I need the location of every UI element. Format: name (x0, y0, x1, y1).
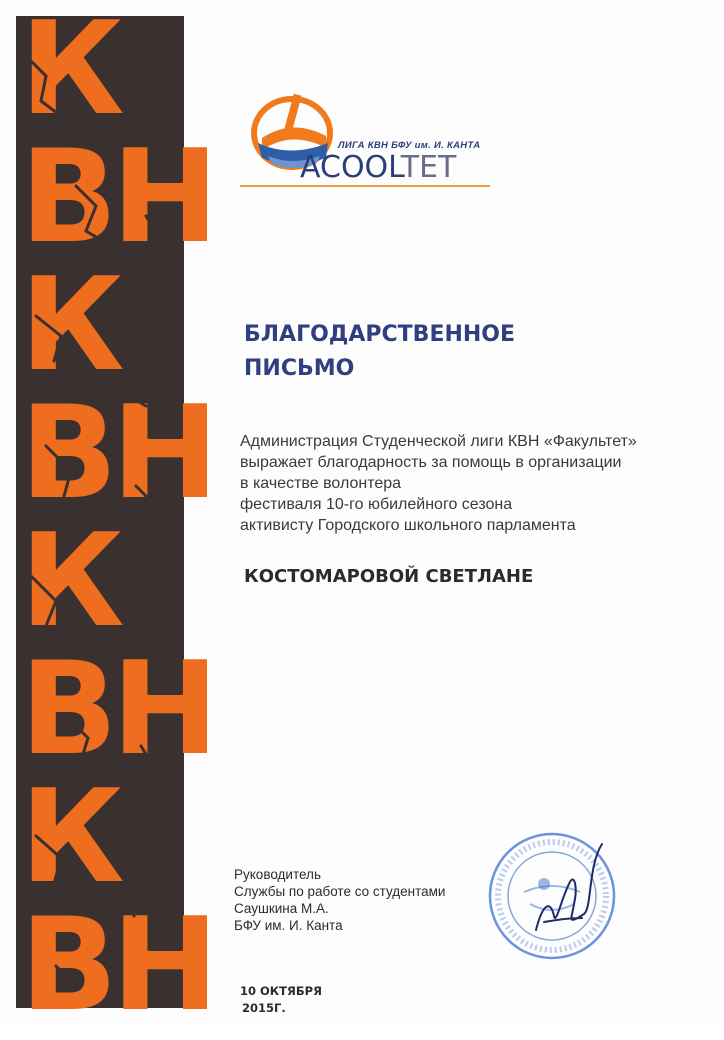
banner-letter: ВН (20, 635, 213, 784)
kvn-banner (16, 0, 213, 1040)
body-line: фестиваля 10-го юбилейного сезона (240, 496, 513, 513)
body-line: активисту Городского школьного парламента (240, 517, 576, 534)
date-line: 10 ОКТЯБРЯ (240, 984, 322, 998)
signer-line: Руководитель (234, 867, 321, 882)
title-line: ПИСЬМО (244, 356, 355, 381)
body-line: Администрация Студенческой лиги КВН «Факультет» (240, 433, 637, 450)
letter-body (240, 431, 637, 536)
logo-wordmark (300, 150, 456, 185)
banner-letter: К (20, 507, 119, 656)
banner-letter: К (20, 251, 119, 400)
signer-block (234, 866, 445, 934)
body-line: в качестве волонтера (240, 475, 402, 492)
body-line: выражает благодарность за помощь в организации (240, 454, 622, 471)
banner-letter: ВН (20, 379, 213, 528)
signer-line: БФУ им. И. Канта (234, 918, 343, 933)
crack-pattern (16, 16, 213, 1008)
logo-word-tail: TET (400, 150, 457, 185)
letter-title (244, 318, 515, 386)
banner-letter: К (20, 763, 119, 912)
banner-letter: К (20, 0, 119, 144)
title-line: БЛАГОДАРСТВЕННОЕ (244, 322, 516, 347)
recipient-name: КОСТОМАРОВОЙ СВЕТЛАНЕ (244, 566, 534, 587)
banner-letter: ВН (20, 891, 213, 1040)
date-year: 2015Г. (242, 1001, 286, 1015)
logo-subtitle: ЛИГА КВН БФУ им. И. КАНТА (338, 140, 481, 151)
official-stamp (484, 826, 634, 966)
signer-line: Саушкина М.А. (234, 901, 329, 916)
signer-line: Службы по работе со студентами (234, 884, 446, 899)
banner-letter: ВН (20, 123, 213, 272)
issue-date (240, 983, 322, 1017)
logo-word-main: ACOOL (300, 150, 401, 185)
